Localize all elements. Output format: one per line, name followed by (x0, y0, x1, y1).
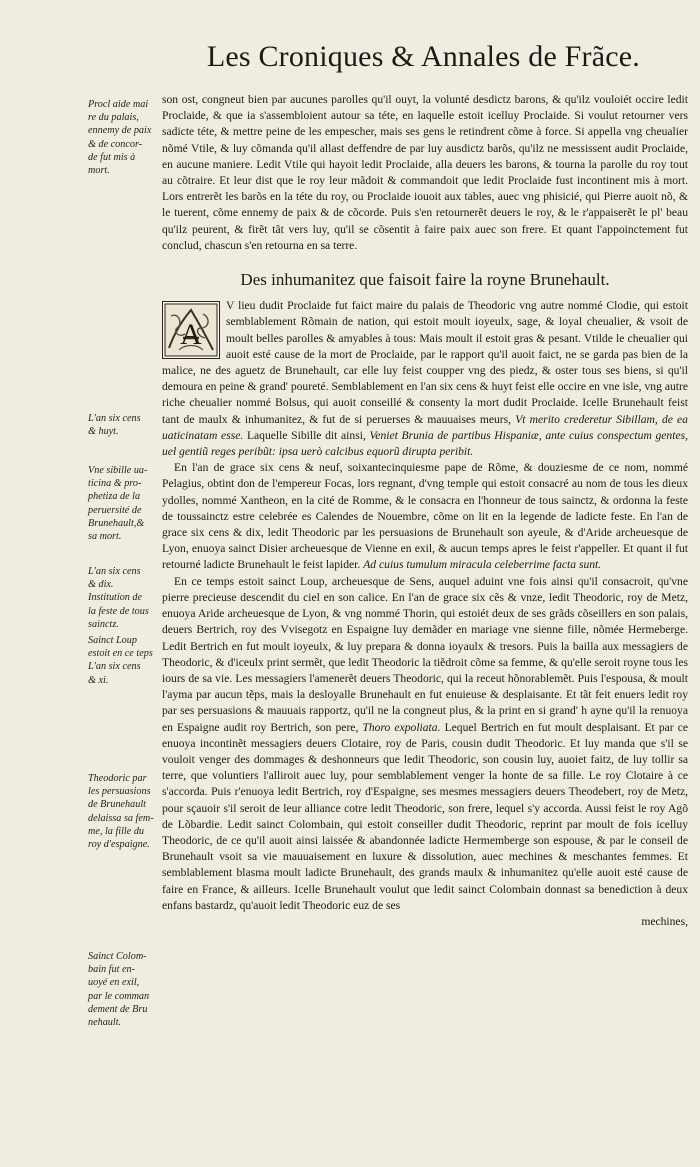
paragraph-text: Laquelle Sibille dit ainsi, (246, 428, 366, 442)
margin-note-line: phetiza de la (88, 491, 141, 503)
margin-note-line: Vne sibille ua- (88, 465, 148, 476)
margin-note-line: re du palais, (88, 112, 139, 124)
margin-note (88, 634, 158, 687)
margin-note-line: Institution de (88, 592, 143, 604)
margin-note (88, 950, 158, 1029)
margin-note (88, 98, 158, 177)
paragraph (162, 298, 688, 460)
svg-text:A: A (180, 318, 202, 352)
margin-note-line: peruersité de (88, 504, 142, 516)
ornamental-initial-a (162, 301, 220, 359)
margin-note-line: Sainct Colom- (88, 951, 147, 962)
latin-quote: Veniet Brunia de partibus Hispaniæ, ante cuius conspectum gentes, uel gentiũ reges peribũt: ipsa uerò calcibus equorũ dirupta peribit. (162, 428, 688, 459)
margin-note (88, 412, 158, 438)
paragraph (162, 460, 688, 573)
margin-note-line: de fut mis à (88, 151, 136, 163)
margin-note-line: Procl aide mai (88, 99, 149, 110)
paragraph-text: En l'an de grace six cens & neuf, soixantecinquiesme pape de Rõme, & douziesme de ce nom, nommé Pelagius, obtint don de l'empereur Focas, lors regnant, d'vng temple qui estoit consacré au nom de tous les dieux ydolles, nommé Xantheon, en la cité de Romme, & le consacra en l'honneur de tous sainctz, & ordonna la feste de toussainctz estre celebrée es Calendes de Nouembre, cõme on lit en la legende de ladicte feste. En l'an de grace six cens & dix, ledit Theodoric par les persuasions de Brunehault son ayeule, & d'Aride archeuesque de Lyon, enuoya sainct Disier archeuesque de Vienne en exil, & aucun temps apres le feist r'appeller. Et quant il fut retourné ladicte Brunehault le feist lapider. (162, 461, 688, 572)
margin-note-line: les persuasions (88, 786, 151, 798)
section-title: Des inhumanitez que faisoit faire la royne Brunehault. (240, 270, 610, 290)
paragraph-text: En ce temps estoit sainct Loup, archeuesque de Sens, auquel aduint vne fois ainsi qu'il consacroit, qu'vne pierre precieuse descendit du ciel en son calice. En l'an de grace six cẽs & vnze, ledit Theodoric, roy de Metz, enuoya Aride archeuesque de Lyon, & vng nommé Thorin, qui estoiét deux de ses grãds cõseillers en son palais, deuers Bertrich, roy des Vvisegotz en Espaigne luy demãder en mariage vne sienne fille, nõmée Hermeberge. Ledit Bertrich en fut moult ioyeulx, & luy prepara & donna ioyaulx & tresors. Puis la bailla aux messagiers de Theodoric, & d'iceulx print sermẽt, que ledit Theodoric la tiẽdroit cõme sa femme, & qu'elle seroit royne tous les iours de sa vie. Les messagiers l'amenerẽt deuers Theodoric, qui la receut hõnorablemẽt. Puis l'espousa, & moult l'ayma par aucun tẽps, mais la desloyalle Brunehault en fut enuieuse & desplaisante. Et tãt feit enuers ledit roy par ses persuasions & mauuais rapportz, qu'il ne la congneut plus, & la print en si grand' h ayne qu'il la renuoya en Espaigne audit roy Bertrich, son pere, (162, 574, 688, 734)
margin-note-line: sa mort. (88, 531, 122, 543)
main-text-column (162, 92, 688, 930)
margin-note-line: delaissa sa fem- (88, 812, 154, 824)
margin-note-line: nehault. (88, 1017, 122, 1029)
margin-note (88, 464, 158, 543)
margin-note-line: & dix. (88, 579, 114, 591)
margin-note-line: estoit en ce teps (88, 648, 153, 660)
margin-note-line: & huyt. (88, 426, 119, 438)
margin-note-line: L'an six cens (88, 661, 141, 673)
paragraph: son ost, congneut bien par aucunes parolles qu'il ouyt, la volunté desdictz barons, & qu'ilz vouloiét occire ledit Proclaide, & que ia s'assembloient autour sa téte, en laquelle estoit icelluy Proclaide. Si voulut retourner vers sadicte téte, & mettre peine de les empescher, mais ses gens le retindrent cõme à force. Si appella vng cheualier nõmé Vtile, & luy cõmanda qu'il allast deffendre de par luy ausdictz barõs, qu'ilz ne messissent audit Proclaide, en aucune maniere. Ledit Vtile qui hayoit ledit Proclaide, alla deuers les barons, & tourna la parolle du roy tout au cõtraire. Et leur dist que le roy leur mãdoit & commandoit que ledit Proclaide fust incontinent mis à mort. Lors entrerẽt les barõs en la téte du roy, ou Proclaide iouoit aux tables, auec vng phisicié, qui Pierre auoit nõ, & le tuerent, cõme ennemy de paix & de cõcorde. Puis s'en retournerẽt deuers le roy, & le r'appaiserẽt le pl' beau qu'ilz peurent, & firẽt tãt vers luy, qu'il se cõsentit à faire paix auec son frere. Et quant l'appoinctement fut conclud, chascun s'en retourna en sa terre. (162, 93, 688, 252)
running-title: Les Croniques & Annales de Frãce. (206, 40, 640, 73)
latin-quote: Vt merito crederetur Sibillam, de ea uaticinatam esse. (162, 412, 688, 442)
paragraph-text: V lieu dudit Proclaide fut faict maire du palais de Theodoric vng autre nommé Clodie, qui estoit semblablement Rõmain de nation, qui estoit moult ioyeulx, sage, & loyal cheualier, & vsoit de moult belles parolles & amyables à tous: Mais moult il estoit gras & pesant. Vtilde le cheualier qui auoit esté cause de la mort de Proclaide, par le rapport qu'il auoit faict, ne se garda pas bien de la malice, ne des aguetz de Brunehault, car elle luy feist coupper vng des piedz, & oster tous ses biens, si qu'il demoura en peine & grand' poureté. Semblablement en l'an six cens & huyt feist elle occire en vne isle, vng autre riche cheualier nommé Bolsus, qui auoit conseillé & consenty la mort dudit Proclaide. Icelle Brunehault feist tant de maulx & inhumanitez, & fut de si peruerses & mauuaises meurs, (162, 299, 688, 426)
margin-note (88, 772, 158, 851)
margin-note-line: Theodoric par (88, 773, 147, 784)
margin-note-line: me, la fille du (88, 825, 145, 837)
margin-note-line: bain fut en- (88, 964, 135, 976)
margin-note-line: mort. (88, 165, 110, 177)
catchword: mechines, (641, 914, 688, 928)
margin-note-line: par le comman (88, 990, 150, 1002)
margin-note-line: sainctz. (88, 618, 119, 630)
margin-note-line: L'an six cens (88, 566, 141, 577)
margin-note (88, 565, 158, 631)
margin-note-line: dement de Bru (88, 1003, 148, 1015)
margin-note-line: la feste de tous (88, 605, 149, 617)
margin-note-line: roy d'espaigne. (88, 839, 150, 851)
margin-note-line: uoyé en exil, (88, 977, 140, 989)
margin-note-line: L'an six cens (88, 413, 141, 424)
latin-quote: Ad cuius tumulum miracula celeberrime facta sunt. (363, 558, 602, 572)
paragraph-text: Lequel Bertrich en fut moult desplaisant. Et par ce enuoya incontinẽt messagiers deuers Clotaire, roy de Paris, cousin dudit Theodoric. Et luy manda que s'il se vouloit venger des dommages & deshonneurs que ledit Theodoric, son cousin luy, auoiet faitz, de luy tollir sa terre, que voluntiers l'alliroit auec luy, pour semblablement venger la honte de sa fille. Le roy Clotaire à ce s'accorda. Puis r'enuoya ledit Bertrich, roy d'Espaigne, ses mesmes messagiers deuers Theodebert, roy de Metz, pour sçauoir s'il seroit de leur alliance cotre ledit Theodoric, son frere, lequel s'y accorda. Aussi feist le roy Agõ de Lõbardie. Ledit sainct Colombain, qui estoit conseiller dudit Theodoric, reprint par moult de fois icelluy Theodoric, de ce qu'il auoit ainsi laissée & abandonnée ladicte Hermemberge son espouse, & par le conseil de Brunehault vsoit sa vie mauuaisement en luxure & dissolution, auec mechines & meschantes femmes. Et semblablement blasma moult ladicte Brunehault, des grands maulx & inhumanitez qu'elle auoit esté cause de faire en France, & ailleurs. Icelle Brunehault voulut que ledit sainct Colombain donnast sa benediction à deux enfans bastardz, qu'auoit ledit Theodoric euz de ses (162, 720, 689, 912)
margin-note-line: Sainct Loup (88, 635, 137, 646)
latin-quote: Thoro expoliata. (362, 720, 441, 734)
margin-note-line: ennemy de paix (88, 125, 152, 137)
margin-note-line: de Brunehault (88, 799, 147, 811)
margin-note-line: ticina & pro- (88, 478, 142, 490)
margin-note-line: Brunehault,& (88, 517, 145, 529)
margin-note-line: & de concor- (88, 138, 143, 150)
margin-note-line: & xi. (88, 674, 109, 686)
paragraph (162, 574, 688, 914)
